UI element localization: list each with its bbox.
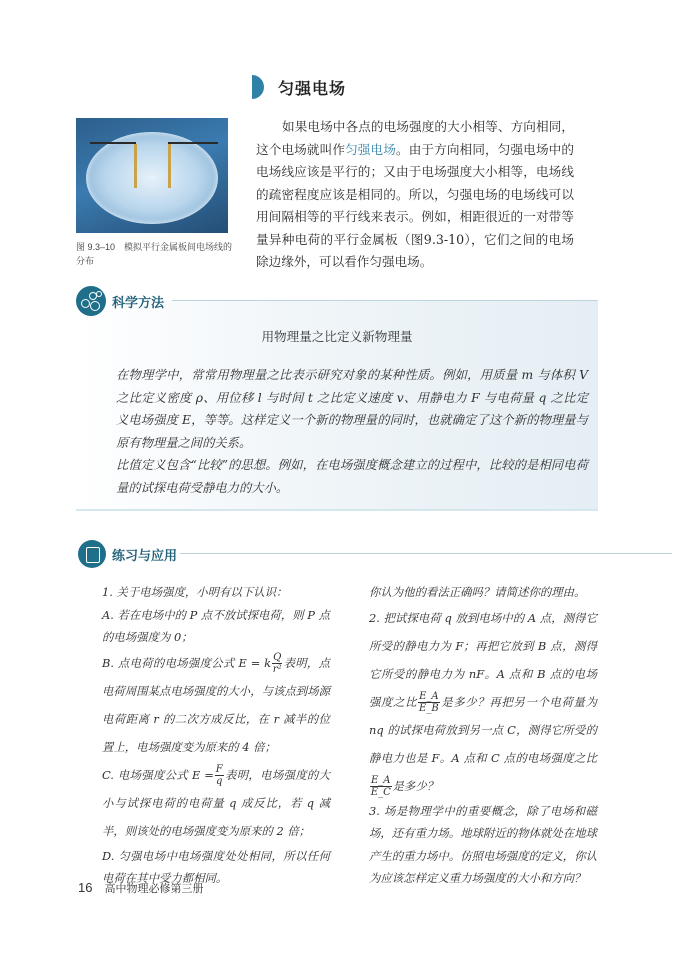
question-3: 3. 场是物理学中的重要概念，除了电场和磁场，还有重力场。地球附近的物体就处在地球产生的重力场中。仿照电场强度的定义，你认为应该怎样定义重力场强度的大小和方向？ — [369, 803, 597, 885]
divider-line — [180, 553, 672, 554]
question-1-option-b: B. 点电荷的电场强度公式 E = k $\frac{Q}{\text{r²}}$ 表明，点电荷周围某点电场强度的大小，与该点到场源电荷距离 r 的二次方成反比，在 r 减半的位置上，电场强度变为原来的 4 倍； — [102, 652, 330, 754]
metal-plate-left — [134, 144, 137, 188]
metal-plate-right — [168, 144, 171, 188]
science-method-label: 科学方法 — [112, 294, 165, 310]
fraction-ea-eb: $\frac{E\_A}{E\_B}$ — [419, 691, 439, 714]
wire-right — [168, 142, 218, 144]
question-1-option-a: A. 若在电场中的 P 点不放试探电荷，则 P 点的电场强度为 0； — [102, 607, 330, 644]
figure-photo — [76, 118, 228, 233]
page-number: 16 — [78, 880, 93, 895]
fraction-f-q: $\frac{F}{q}$ — [215, 764, 223, 787]
section-heading — [252, 74, 346, 100]
paragraph-text: 如果电场中各点的电场强度的大小相等、方向相同， — [282, 119, 574, 134]
method-paragraph: 比值定义包含“比较”的思想。例如，在电场强度概念建立的过程中，比较的是相同电荷量的试探电荷受静电力的大小。 — [116, 458, 588, 495]
paragraph-text: 这个电场就叫作 — [256, 141, 346, 157]
science-method-text — [90, 364, 588, 499]
term-highlight: 匀强电场 — [345, 142, 396, 157]
box-bottom-border — [76, 509, 598, 511]
petri-dish — [86, 132, 218, 224]
notebook-icon — [78, 540, 106, 568]
practice-heading — [78, 540, 177, 568]
divider-line — [172, 300, 598, 301]
fraction-q-r2: $\frac{Q}{\text{r²}}$ — [272, 652, 282, 675]
exercise-column-left — [102, 581, 330, 890]
wire-left — [90, 142, 136, 144]
fraction-ea-ec: $\frac{E\_A}{E\_C}$ — [370, 775, 391, 798]
section-marker-icon — [252, 75, 264, 99]
figure-caption: 图 9.3–10 模拟平行金属板间电场线的分布 — [76, 242, 233, 266]
molecule-icon — [76, 286, 106, 316]
page-footer — [78, 880, 203, 896]
question-1-ask: 你认为他的看法正确吗？请简述你的理由。 — [369, 585, 586, 599]
exercise-column-right — [369, 581, 597, 890]
paragraph-text: 。由于方向相同，匀强电场中的电场线应该是平行的；又由于电场强度大小相等，电场线的疏密程度应该是相同的。所以，匀强电场的电场线可以用间隔相等的平行线来表示。例如，相距很近的一对带等量异种电荷的平行金属板（图9.3-10），它们之间的电场除边缘外，可以看作匀强电场。 — [256, 141, 575, 269]
science-method-title: 用物理量之比定义新物理量 — [261, 330, 413, 344]
question-1-stem: 1. 关于电场强度，小明有以下认识： — [102, 585, 288, 599]
method-paragraph: 在物理学中，常常用物理量之比表示研究对象的某种性质。例如，用质量 m 与体积 V 之比定义密度 ρ、用位移 l 与时间 t 之比定义速度 v、用静电力 F 与电荷量 q 之比定义电场强度 E，等等。这样定义一个新的物理量的同时，也就确定了这个新的物理量与原有物理量之间的关系。 — [116, 368, 588, 450]
science-method-heading — [76, 286, 164, 316]
section-paragraph — [256, 116, 574, 274]
section-title: 匀强电场 — [278, 80, 347, 98]
question-1-option-c: C. 电场强度公式 E = $\frac{F}{q}$ 表明，电场强度的大小与试探电荷的电荷量 q 成反比，若 q 减半，则该处的电场强度变为原来的 2 倍； — [102, 764, 330, 838]
practice-label: 练习与应用 — [112, 547, 178, 563]
question-2: 2. 把试探电荷 q 放到电场中的 A 点，测得它所受的静电力为 F；再把它放到 B 点，测得它所受的静电力为 nF。A 点和 B 点的电场强度之比 $\frac{E\_A}{E\_B}$ 是多少？再把另一个电荷量为 nq 的试探电荷放到另一点 C，测得它所受的静电力也是 F。A 点和 C 点的电场强度之比 $\frac{E\_A}{E\_C}$ 是多少？ — [369, 610, 597, 798]
book-name: 高中物理必修第三册 — [104, 882, 204, 895]
question-1-option-d: D. 匀强电场中电场强度处处相同，所以任何电荷在其中受力都相同。 — [102, 848, 330, 885]
